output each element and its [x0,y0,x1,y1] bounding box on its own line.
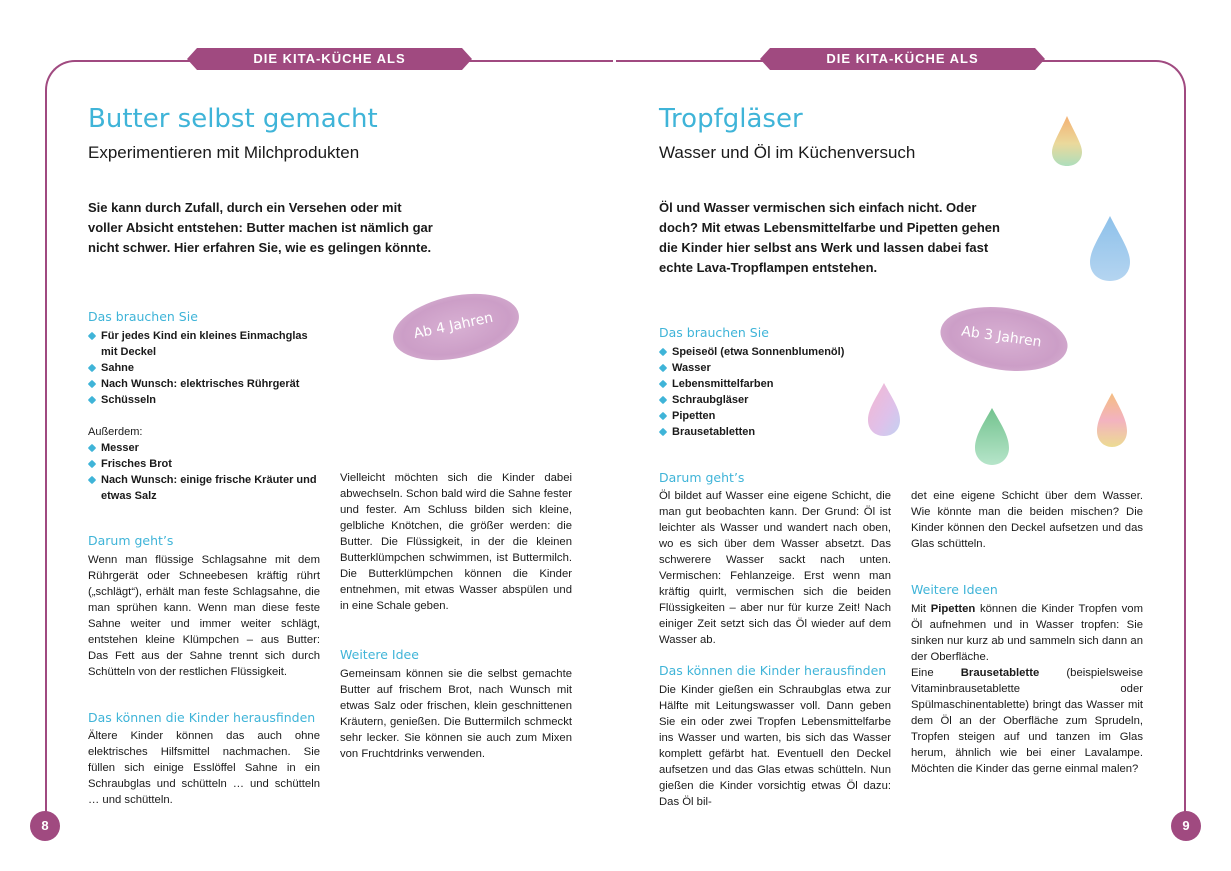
page-number-right: 9 [1171,811,1201,841]
list-item: Wasser [659,360,889,376]
column2-text-right: det eine eigene Schicht über dem Wasser. Wie könnte man die beiden mischen? Die Kinder können den Deckel aufsetzen und das Glas schütteln. [911,490,1143,550]
list-item: Frisches Brot [88,456,323,472]
needs-list-left [88,328,318,408]
section-banner-right: DIE KITA-KÜCHE ALS FORSCHERLABOR [770,48,1035,70]
kids-text-right: Die Kinder gießen ein Schraubglas etwa zur Hälfte mit Leitungswasser voll. Dann geben Sie ein oder zwei Tropfen Lebensmittelfarbe ins Wasser und warten, bis sich das Wasser komplett gefärbt hat. Eventuell den Deckel aufsetzen und das Glas etwas schütteln. Nun gießen die Kinder vorsichtig etwas Öl dazu: Das Öl bil- [659,684,891,808]
why-heading-left: Darum geht’s [88,533,174,548]
idea-text-right [911,601,1143,777]
list-item: Lebensmittelfarben [659,376,889,392]
lead-text-right: Öl und Wasser vermischen sich einfach nicht. Oder doch? Mit etwas Lebensmittelfarbe und Pipetten gehen die Kinder hier selbst ans Werk und lassen dabei fast echte Lava-Tropflampen entstehen. [659,200,1000,275]
why-heading-right: Darum geht’s [659,470,745,485]
why-text-right: Öl bildet auf Wasser eine eigene Schicht, die man gut beobachten kann. Der Grund: Öl ist leichter als Wasser und wandert nach oben, wo es sich über dem Wasser absetzt. Das schwerere Wasser sackt nach unten. Vermischen: Fehlanzeige. Erst wenn man kräftig quirlt, vermischen sich die beiden Flüssigkeiten – aber nur für kurze Zeit! Nach einiger Zeit setzt sich das Öl wieder auf dem Wasser ab. [659,490,891,646]
list-item: Pipetten [659,408,889,424]
kids-heading-left: Das können die Kinder herausfinden [88,710,316,725]
list-item: Für jedes Kind ein kleines Einmachglas mit Deckel [88,328,318,360]
section-banner-left: DIE KITA-KÜCHE ALS FORSCHERLABOR [197,48,462,70]
page-title-right: Tropfgläser [659,104,803,134]
kids-text-left: Ältere Kinder können das auch ohne elektrisches Hilfsmittel nachmachen. Sie füllen sich einige Esslöffel Sahne in ein Schraubglas und schütteln … und schütteln … und schütteln. [88,730,320,806]
lead-text-left: Sie kann durch Zufall, durch ein Versehen oder mit voller Absicht entstehen: Butter machen ist nämlich gar nicht schwer. Hier erfahren Sie, wie es gelingen könnte. [88,200,433,255]
needs-list-right [659,344,889,440]
kids-heading-right: Das können die Kinder herausfinden [659,663,887,678]
list-item: Sahne [88,360,318,376]
column2-text-left: Vielleicht möchten sich die Kinder dabei abwechseln. Schon bald wird die Sahne fester und fester. Am Schluss bilden sich kleine, gelbliche Knötchen, die größer werden: die Butter. Die Flüssigkeit, in der die kleinen Butterklümpchen schwimmen, ist Buttermilch. Die Butterklümpchen können die Kinder entnehmen, mit etwas Wasser abspülen und in eine Schale geben. [340,472,572,612]
idea-paragraph-2: Eine Brausetablette (beispielsweise Vitaminbrausetablette oder Spülmaschinentablette) bringt das Wasser mit dem Öl an der Oberfläche zum Sprudeln, Tropfen steigen auf und tanzen im Glas herum, ähnlich wie bei einer Lavalampe. Möchten die Kinder das gerne einmal malen? [911,667,1143,775]
age-badge-right-label: Ab 3 Jahren [960,323,1043,351]
list-item: Schüsseln [88,392,318,408]
list-item: Brausetabletten [659,424,889,440]
list-item: Messer [88,440,323,456]
page-subtitle-right: Wasser und Öl im Küchenversuch [659,143,916,162]
needs-heading-right: Das brauchen Sie [659,325,769,340]
page-number-left: 8 [30,811,60,841]
page-subtitle-left: Experimentieren mit Milchprodukten [88,143,360,162]
list-item: Speiseöl (etwa Sonnenblumenöl) [659,344,889,360]
idea-heading-left: Weitere Idee [340,647,419,662]
list-item: Nach Wunsch: einige frische Kräuter und etwas Salz [88,472,323,504]
also-label-left: Außerdem: [88,426,143,438]
also-list-left [88,440,323,504]
page-title-left: Butter selbst gemacht [88,104,378,134]
idea-text-left: Gemeinsam können sie die selbst gemachte Butter auf frischem Brot, nach Wunsch mit etwas Salz oder frischen, klein geschnittenen Kräutern, genießen. Die Buttermilch schmeckt sehr lecker. Sie können sie auch zum Mixen von Fruchtdrinks verwenden. [340,668,572,760]
age-badge-left-label: Ab 4 Jahren [412,309,495,343]
idea-paragraph-1: Mit Pipetten können die Kinder Tropfen vom Öl aufnehmen und in Wasser tropfen: Sie sinken nur kurz ab und sammeln sich dann an der Oberfläche. [911,603,1143,663]
list-item: Nach Wunsch: elektrisches Rührgerät [88,376,318,392]
idea-heading-right: Weitere Ideen [911,582,998,597]
needs-heading-left: Das brauchen Sie [88,309,198,324]
list-item: Schraubgläser [659,392,889,408]
why-text-left: Wenn man flüssige Schlagsahne mit dem Rührgerät oder Schneebesen kräftig rührt („schlägt“), erhält man feste Schlagsahne, die man sprühen kann. Wenn man diese feste Sahne weiter und immer weiter schlägt, entstehen kleine Klümpchen – aus Butter: Das Fett aus der Sahne trennt sich durch Schütteln von der restlichen Flüssigkeit. [88,554,320,678]
